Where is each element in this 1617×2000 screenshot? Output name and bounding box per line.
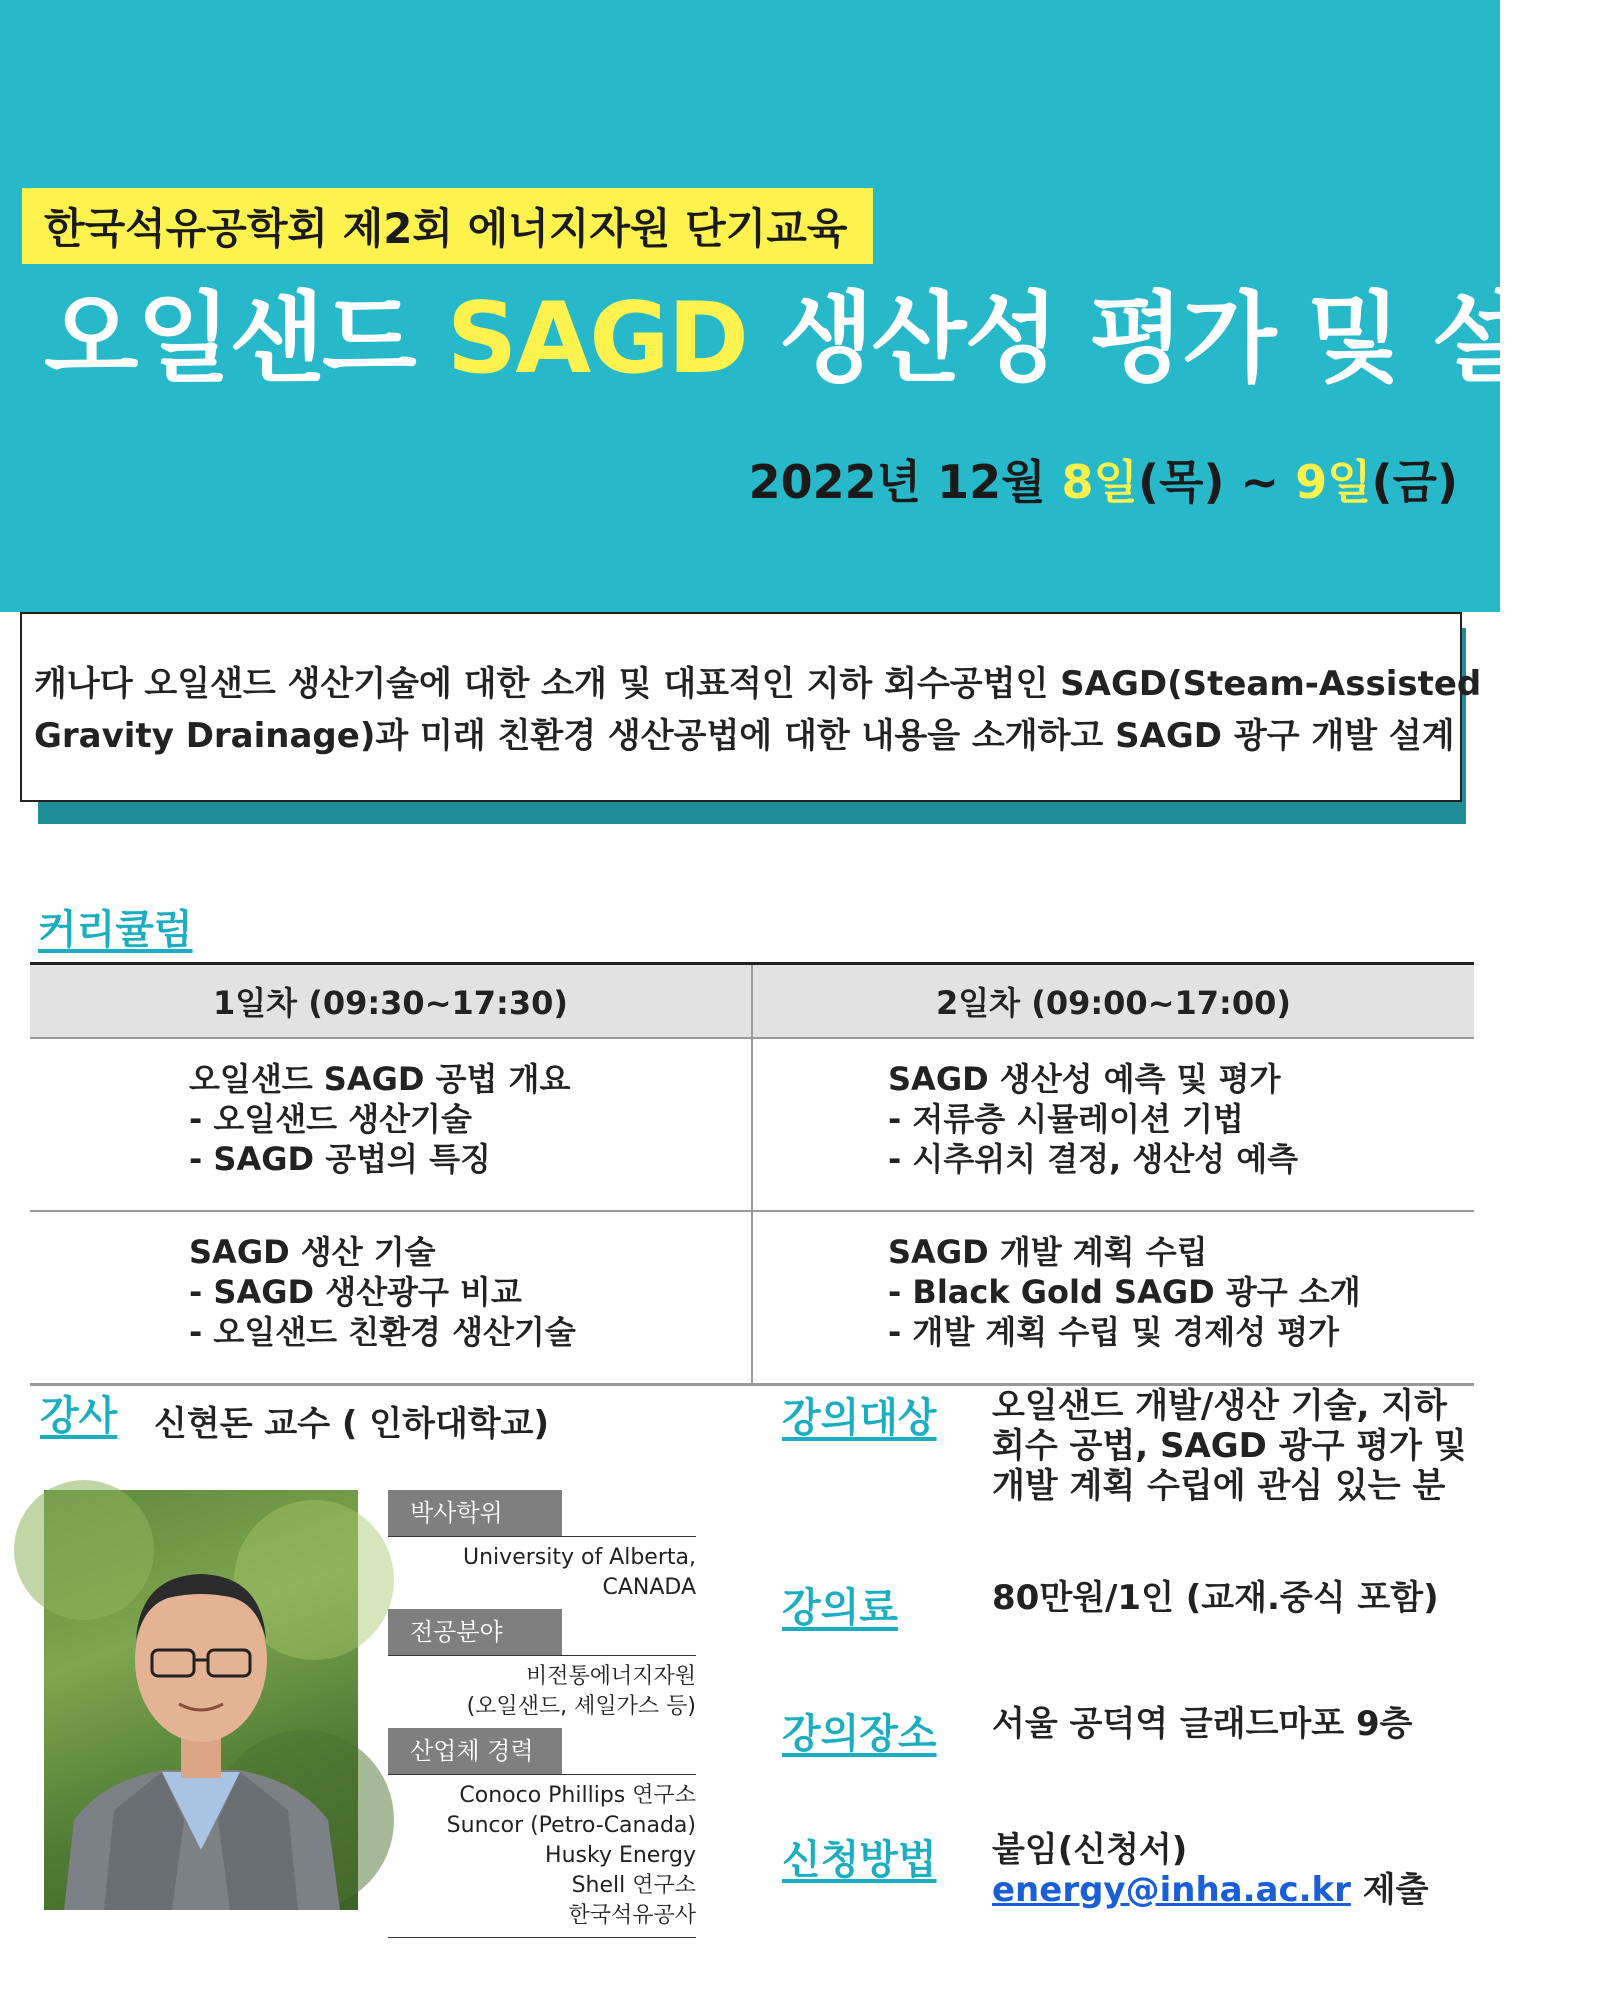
- fee-label: 강의료: [782, 1585, 898, 1631]
- topic-title: SAGD 생산 기술: [189, 1233, 436, 1271]
- lecturer-credentials: [388, 1490, 696, 1938]
- credential-line: Husky Energy: [545, 1843, 696, 1868]
- apply-label: 신청방법: [782, 1837, 937, 1883]
- topic-item: - SAGD 생산광구 비교: [189, 1273, 522, 1311]
- date-prefix: 2022년 12월: [748, 455, 1062, 509]
- table-row: [30, 1211, 1474, 1385]
- day1-cell: [30, 1038, 752, 1211]
- description-box: [20, 612, 1482, 802]
- venue-text: 서울 공덕역 글래드마포 9층: [992, 1704, 1413, 1744]
- title-before: 오일샌드: [44, 282, 447, 396]
- apply-line: [992, 1870, 1428, 1910]
- credential-line: University of Alberta,: [463, 1545, 696, 1570]
- venue-label: 강의장소: [782, 1711, 937, 1757]
- target-line: 오일샌드 개발/생산 기술, 지하: [992, 1386, 1447, 1426]
- topic-item: - 개발 계획 수립 및 경제성 평가: [888, 1313, 1340, 1351]
- credential-line: Suncor (Petro-Canada): [446, 1813, 696, 1838]
- topic-item: - 오일샌드 생산기술: [189, 1100, 472, 1138]
- curriculum-title: 커리큘럼: [38, 907, 193, 953]
- topic-title: 오일샌드 SAGD 공법 개요: [189, 1060, 571, 1098]
- target-line: 회수 공법, SAGD 광구 평가 및: [992, 1426, 1467, 1466]
- day1-header: 1일차 (09:30~17:30): [30, 964, 752, 1039]
- topic-item: - SAGD 공법의 특징: [189, 1140, 491, 1178]
- target-label: 강의대상: [782, 1395, 937, 1441]
- day2-header: 2일차 (09:00~17:00): [752, 964, 1474, 1039]
- description-line: Gravity Drainage)과 미래 친환경 생산공법에 대한 내용을 소개하고 SAGD 광구 개발 설계: [34, 716, 1455, 756]
- target-line: 개발 계획 수립에 관심 있는 분: [992, 1466, 1446, 1506]
- topic-item: - 시추위치 결정, 생산성 예측: [888, 1140, 1299, 1178]
- event-tagline: 한국석유공학회 제2회 에너지자원 단기교육: [22, 188, 873, 264]
- credential-line: CANADA: [602, 1575, 696, 1600]
- credential-text: [388, 1537, 696, 1609]
- divider: [388, 1937, 696, 1938]
- date-day2: 9일: [1295, 455, 1372, 509]
- credential-line: Shell 연구소: [571, 1873, 696, 1898]
- credential-label: 전공분야: [388, 1609, 562, 1655]
- topic-item: - 오일샌드 친환경 생산기술: [189, 1313, 576, 1351]
- target-text: [992, 1386, 1467, 1506]
- day2-cell: [752, 1038, 1474, 1211]
- credential-text: [388, 1656, 696, 1728]
- event-date: [749, 446, 1458, 512]
- credential-degree: [388, 1490, 696, 1609]
- date-mid: (목) ~: [1138, 455, 1296, 509]
- curriculum-header-row: [30, 964, 1474, 1039]
- apply-line: 붙임(신청서): [992, 1830, 1188, 1870]
- title-highlight: SAGD: [446, 282, 748, 396]
- date-day1: 8일: [1061, 455, 1138, 509]
- credential-career: [388, 1728, 696, 1938]
- lecturer-label: 강사: [40, 1393, 118, 1439]
- portrait-illustration: [44, 1490, 358, 1910]
- fee-text: 80만원/1인 (교재.중식 포함): [992, 1578, 1439, 1618]
- curriculum-table: [30, 962, 1474, 1386]
- topic-item: - 저류층 시뮬레이션 기법: [888, 1100, 1244, 1138]
- lecturer-name: 신현돈 교수 ( 인하대학교): [154, 1404, 550, 1444]
- credential-line: 비전통에너지자원: [525, 1664, 696, 1689]
- day1-cell: [30, 1211, 752, 1385]
- date-suffix: (금): [1371, 455, 1458, 509]
- credential-label: 산업체 경력: [388, 1728, 562, 1774]
- topic-title: SAGD 개발 계획 수립: [888, 1233, 1208, 1271]
- credential-text: [388, 1775, 696, 1937]
- topic-item: - Black Gold SAGD 광구 소개: [888, 1273, 1361, 1311]
- credential-label: 박사학위: [388, 1490, 562, 1536]
- credential-line: 한국석유공사: [568, 1903, 696, 1928]
- main-title: [44, 282, 1617, 396]
- table-row: [30, 1038, 1474, 1211]
- credential-line: (오일샌드, 셰일가스 등): [466, 1694, 696, 1719]
- description-line: 캐나다 오일샌드 생산기술에 대한 소개 및 대표적인 지하 회수공법인 SAGD(Steam-Assisted: [34, 664, 1482, 704]
- email-link[interactable]: energy@inha.ac.kr: [992, 1870, 1351, 1910]
- lecturer-photo: [44, 1490, 358, 1910]
- topic-title: SAGD 생산성 예측 및 평가: [888, 1060, 1281, 1098]
- apply-text: [992, 1830, 1428, 1910]
- title-after: 생산성 평가 및 설계: [747, 282, 1617, 396]
- apply-suffix: 제출: [1350, 1870, 1429, 1910]
- credential-field: [388, 1609, 696, 1728]
- day2-cell: [752, 1211, 1474, 1385]
- credential-line: Conoco Phillips 연구소: [459, 1783, 696, 1808]
